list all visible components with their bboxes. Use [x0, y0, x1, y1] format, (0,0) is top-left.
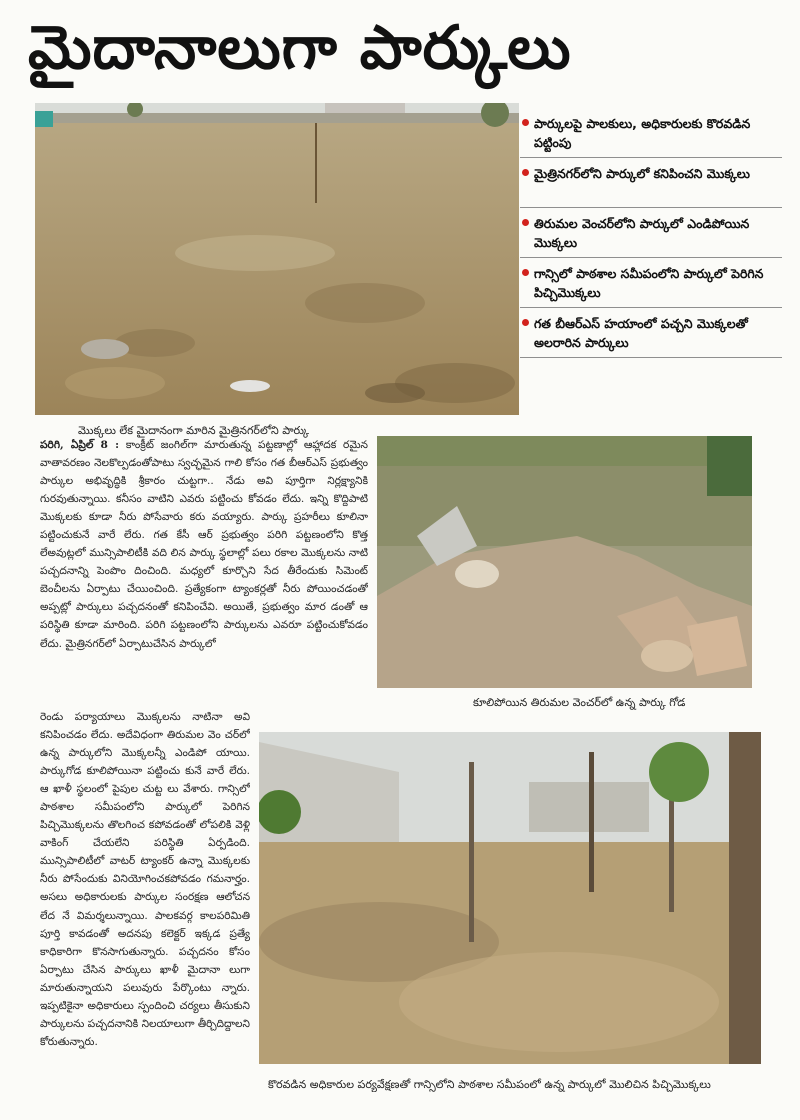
article-paragraph-1: కాంక్రీట్ జంగిల్‌గా మారుతున్న పట్టణాల్లో ఆహ్లాదక రమైన వాతావరణం నెలకొల్పడంతోపాటు స్వచ్ఛమైన గాలి కోసం గత బీఆర్‌ఎస్ ప్రభుత్వం పార్కుల అభివృద్ధికి శ్రీకారం చుట్టగా.. నేడు అవి పూర్తిగా నిర్లక్ష్యానికి గురవుతున్నాయి. కనీసం వాటిని ఎవరు పట్టించు కోవడం లేదు. ఇన్ని కొద్దిపాటి మొక్కలకు కూడా నీరు పోసేవారు కరు వయ్యారు. పార్కు ప్రహరీలు కూలినా పట్టించుకునే వారే లేరు. గత కేసీ ఆర్ ప్రభుత్వం పరిగి పట్టణంలోని కొత్త లేఅవుట్లలో మున్సిపాలిటీకి వది లిన పార్కు స్థలాల్లో పలు రకాల మొక్కలను నాటి పచ్చదనాన్ని పెంపొం దించింది. మధ్యలో కూర్చొని సేద తీరేందుకు సిమెంట్ బెంచీలను ఏర్పాటు చేయించింది. ప్రత్యేకంగా ట్యాంకర్లతో నీరు పోయించడంతో అప్పట్లో పార్కులు పచ్చదనంతో కనిపించేవి. అయితే, ప్రభుత్వం మార డంతో ఆ పరిస్థితి కూడా మారింది. పరిగి పట్టణంలోని పార్కులను ఎవరూ పట్టించుకోవడం లేదు. మైత్రినగర్‌లో ఏర్పాటుచేసిన పార్కులో	[40, 439, 368, 650]
photo-overgrown-park	[259, 732, 761, 1064]
article-paragraph-2: రెండు పర్యాయాలు మొక్కలను నాటినా అవి కనిపించడం లేదు. అదేవిధంగా తిరుమల వెం చర్‌లో ఉన్న పార్కులోని మొక్కలన్నీ ఎండిపో యాయి. పార్కుగోడ కూలిపోయినా పట్టించు కునే వారే లేరు. ఆ ఖాళీ స్థలంలో పైపుల చుట్ట లు వేశారు. గాన్సిలో పాఠశాల సమీపంలోని పార్కులో పెరిగిన పిచ్చిమొక్కలను తొలగించ కపోవడంతో లోపలికి వెళ్లి వాకింగ్ చేయలేని పరిస్థితి ఏర్పడింది. మున్సిపాలిటీలో వాటర్ ట్యాంకర్ ఉన్నా మొక్కలకు నీరు పోసేందుకు వినియోగించకపోవడం గమనార్హం. అసలు అధికారులకు పార్కుల సంరక్షణ ఆలోచన లేద నే విమర్శలున్నాయి. పాలకవర్గ కాలపరిమితి పూర్తి కావడంతో అదనపు కలెక్టర్ ఇక్కడ ప్రత్యే కాధికారిగా కొనసాగుతున్నారు. పచ్చదనం కోసం ఏర్పాటు చేసిన పార్కులు ఖాళీ మైదానా లుగా మారుతున్నాయని పలువురు పేర్కొంటు న్నారు. ఇప్పటికైనా అధికారులు స్పందించి చర్యలు తీసుకుని పార్కులను పచ్చదనానికి నిలయాలుగా తీర్చిదిద్దాలని కోరుతున్నారు.	[40, 711, 250, 1048]
highlight-item: గత బీఆర్‌ఎస్ హయాంలో పచ్చని మొక్కలతో అలరారిన పార్కులు	[520, 308, 782, 358]
article-body-bottom	[40, 708, 250, 1080]
photo-caption-2: కూలిపోయిన తిరుమల వెంచర్‌లో ఉన్న పార్కు గోడ	[473, 696, 686, 709]
bullet-dot-icon	[522, 269, 529, 276]
bullet-dot-icon	[522, 319, 529, 326]
bullet-dot-icon	[522, 219, 529, 226]
article-dateline: పరిగి, ఏప్రిల్ 8 :	[40, 439, 119, 451]
highlight-item: గాన్సిలో పాఠశాల సమీపంలోని పార్కులో పెరిగిన పిచ్చిమొక్కలు	[520, 258, 782, 308]
photo-caption-1: మొక్కలు లేక మైదానంగా మారిన మైత్రినగర్‌లోని పార్కు	[78, 424, 310, 437]
article-body-top	[40, 436, 368, 707]
highlight-item: మైత్రినగర్‌లోని పార్కులో కనిపించని మొక్కలు	[520, 158, 782, 208]
bullet-dot-icon	[522, 119, 529, 126]
headline: మైదానాలుగా పార్కులు	[28, 13, 572, 83]
photo-barren-park	[35, 103, 519, 415]
photo-collapsed-wall	[377, 436, 752, 688]
highlight-item: పార్కులపై పాలకులు, అధికారులకు కొరవడిన పట్టింపు	[520, 108, 782, 158]
highlight-item: తిరుమల వెంచర్‌లోని పార్కులో ఎండిపోయిన మొక్కలు	[520, 208, 782, 258]
bullet-dot-icon	[522, 169, 529, 176]
photo-caption-3: కొరవడిన అధికారుల పర్యవేక్షణతో గాన్సిలోని పాఠశాల సమీపంలో ఉన్న పార్కులో మొలిచిన పిచ్చిమొక్కలు	[268, 1078, 711, 1091]
highlights-list	[520, 108, 782, 358]
